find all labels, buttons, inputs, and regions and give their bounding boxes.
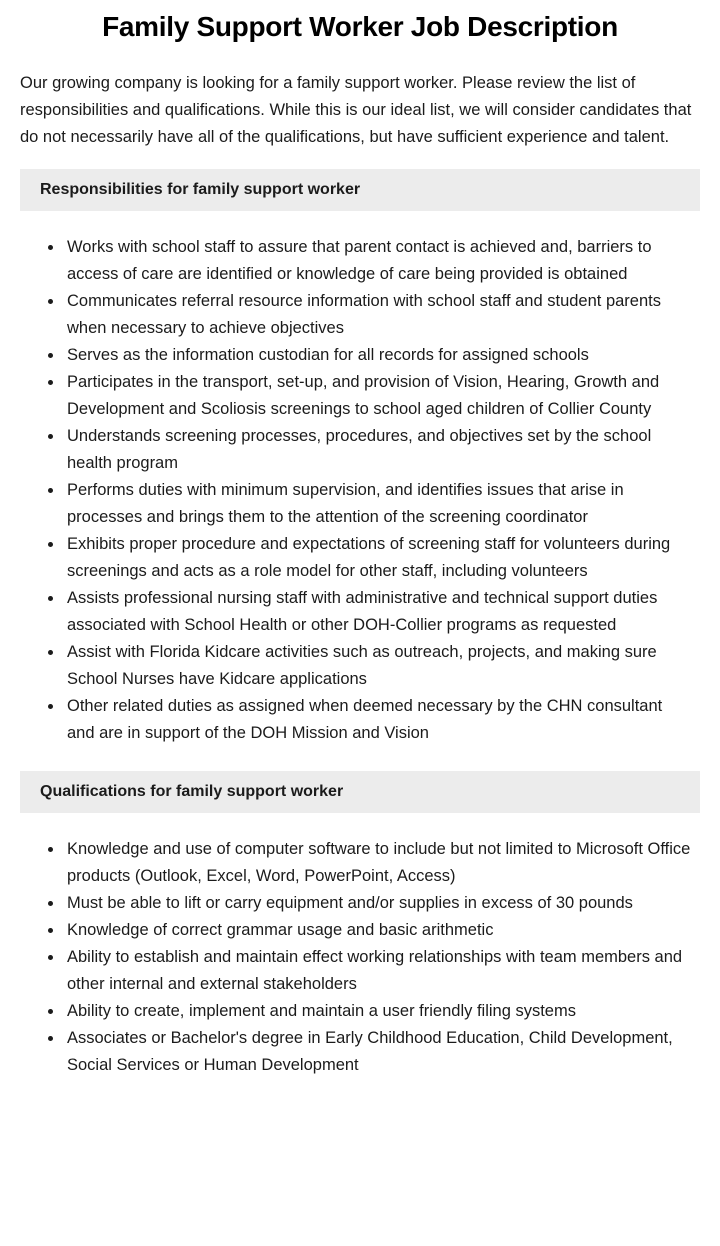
- list-item: • Associates or Bachelor's degree in Early Childhood Education, Child Development, Social Services or Human Development: [64, 1025, 700, 1079]
- list-item: • Participates in the transport, set-up, and provision of Vision, Hearing, Growth and Development and Scoliosis screenings to school aged children of Collier County: [64, 369, 700, 423]
- qualifications-section-header: [20, 771, 700, 813]
- responsibilities-section-heading: Responsibilities for family support worker: [40, 181, 361, 198]
- list-item: • Works with school staff to assure that parent contact is achieved and, barriers to access of care are identified or knowledge of care being provided is obtained: [64, 234, 700, 288]
- list-item: • Assist with Florida Kidcare activities such as outreach, projects, and making sure School Nurses have Kidcare applications: [64, 639, 700, 693]
- list-item: • Assists professional nursing staff with administrative and technical support duties associated with School Health or other DOH-Collier programs as requested: [64, 585, 700, 639]
- list-item: • Serves as the information custodian for all records for assigned schools: [64, 342, 700, 369]
- intro-paragraph: Our growing company is looking for a family support worker. Please review the list of responsibilities and qualifications. While this is our ideal list, we will consider candidates that do not necessarily have all of the qualifications, but have sufficient experience and talent.: [20, 74, 692, 146]
- qualifications-section: [20, 771, 700, 1079]
- list-item: • Knowledge of correct grammar usage and basic arithmetic: [64, 917, 700, 944]
- list-item: • Communicates referral resource information with school staff and student parents when necessary to achieve objectives: [64, 288, 700, 342]
- list-item: • Exhibits proper procedure and expectations of screening staff for volunteers during screenings and acts as a role model for other staff, including volunteers: [64, 531, 700, 585]
- responsibilities-list: [20, 234, 700, 747]
- list-item: • Ability to establish and maintain effect working relationships with team members and other internal and external stakeholders: [64, 944, 700, 998]
- responsibilities-section-header: [20, 169, 700, 211]
- list-item: • Performs duties with minimum supervision, and identifies issues that arise in processes and brings them to the attention of the screening coordinator: [64, 477, 700, 531]
- list-item: • Understands screening processes, procedures, and objectives set by the school health program: [64, 423, 700, 477]
- list-item: • Knowledge and use of computer software to include but not limited to Microsoft Office products (Outlook, Excel, Word, PowerPoint, Access): [64, 836, 700, 890]
- list-item: • Must be able to lift or carry equipment and/or supplies in excess of 30 pounds: [64, 890, 700, 917]
- list-item: • Other related duties as assigned when deemed necessary by the CHN consultant and are in support of the DOH Mission and Vision: [64, 693, 700, 747]
- list-item: • Ability to create, implement and maintain a user friendly filing systems: [64, 998, 700, 1025]
- qualifications-section-heading: Qualifications for family support worker: [40, 783, 344, 800]
- qualifications-list: [20, 836, 700, 1079]
- page-title: Family Support Worker Job Description: [102, 11, 618, 42]
- responsibilities-section: [20, 169, 700, 747]
